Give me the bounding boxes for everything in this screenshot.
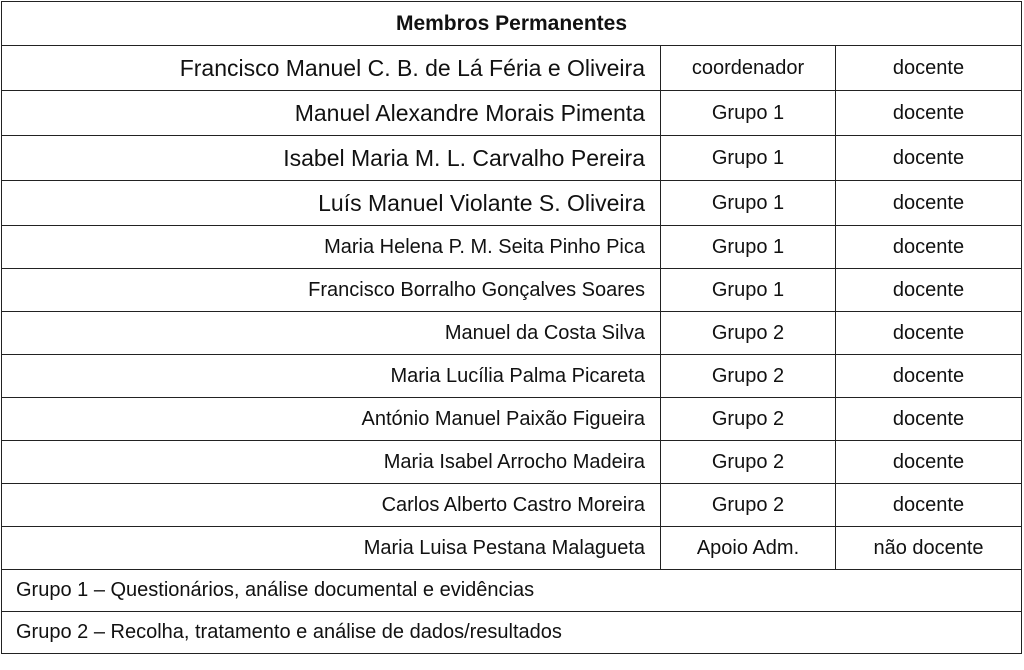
table-row (2, 527, 1022, 570)
member-role: Grupo 2 (661, 312, 836, 355)
member-type: não docente (836, 527, 1022, 570)
table-note-row (2, 570, 1022, 612)
group-2-note: Grupo 2 – Recolha, tratamento e análise de dados/resultados (2, 612, 1022, 654)
member-role: Grupo 1 (661, 269, 836, 312)
table-title-row (2, 2, 1022, 46)
member-type: docente (836, 181, 1022, 226)
table-row (2, 269, 1022, 312)
member-name: Manuel da Costa Silva (2, 312, 661, 355)
member-type: docente (836, 136, 1022, 181)
table-row (2, 91, 1022, 136)
table-note-row (2, 612, 1022, 654)
member-name: Maria Isabel Arrocho Madeira (2, 441, 661, 484)
member-type: docente (836, 312, 1022, 355)
member-role: Apoio Adm. (661, 527, 836, 570)
table-row (2, 136, 1022, 181)
table-row (2, 355, 1022, 398)
group-1-note: Grupo 1 – Questionários, análise documental e evidências (2, 570, 1022, 612)
table-row (2, 226, 1022, 269)
table-row (2, 46, 1022, 91)
member-name: Francisco Manuel C. B. de Lá Féria e Oliveira (2, 46, 661, 91)
member-role: Grupo 1 (661, 136, 836, 181)
member-name: Luís Manuel Violante S. Oliveira (2, 181, 661, 226)
member-name: António Manuel Paixão Figueira (2, 398, 661, 441)
member-type: docente (836, 46, 1022, 91)
member-name: Francisco Borralho Gonçalves Soares (2, 269, 661, 312)
member-type: docente (836, 484, 1022, 527)
member-name: Maria Lucília Palma Picareta (2, 355, 661, 398)
member-name: Maria Luisa Pestana Malagueta (2, 527, 661, 570)
table-row (2, 441, 1022, 484)
member-role: Grupo 2 (661, 398, 836, 441)
member-type: docente (836, 91, 1022, 136)
member-type: docente (836, 226, 1022, 269)
member-name: Maria Helena P. M. Seita Pinho Pica (2, 226, 661, 269)
member-role: Grupo 1 (661, 226, 836, 269)
member-role: coordenador (661, 46, 836, 91)
member-role: Grupo 2 (661, 355, 836, 398)
table-row (2, 398, 1022, 441)
member-type: docente (836, 398, 1022, 441)
members-table (1, 1, 1022, 654)
member-name: Manuel Alexandre Morais Pimenta (2, 91, 661, 136)
member-name: Carlos Alberto Castro Moreira (2, 484, 661, 527)
member-role: Grupo 1 (661, 181, 836, 226)
member-role: Grupo 2 (661, 484, 836, 527)
table-row (2, 181, 1022, 226)
table-row (2, 484, 1022, 527)
member-name: Isabel Maria M. L. Carvalho Pereira (2, 136, 661, 181)
member-type: docente (836, 269, 1022, 312)
member-type: docente (836, 355, 1022, 398)
member-role: Grupo 1 (661, 91, 836, 136)
table-title: Membros Permanentes (2, 2, 1022, 46)
member-role: Grupo 2 (661, 441, 836, 484)
table-row (2, 312, 1022, 355)
member-type: docente (836, 441, 1022, 484)
